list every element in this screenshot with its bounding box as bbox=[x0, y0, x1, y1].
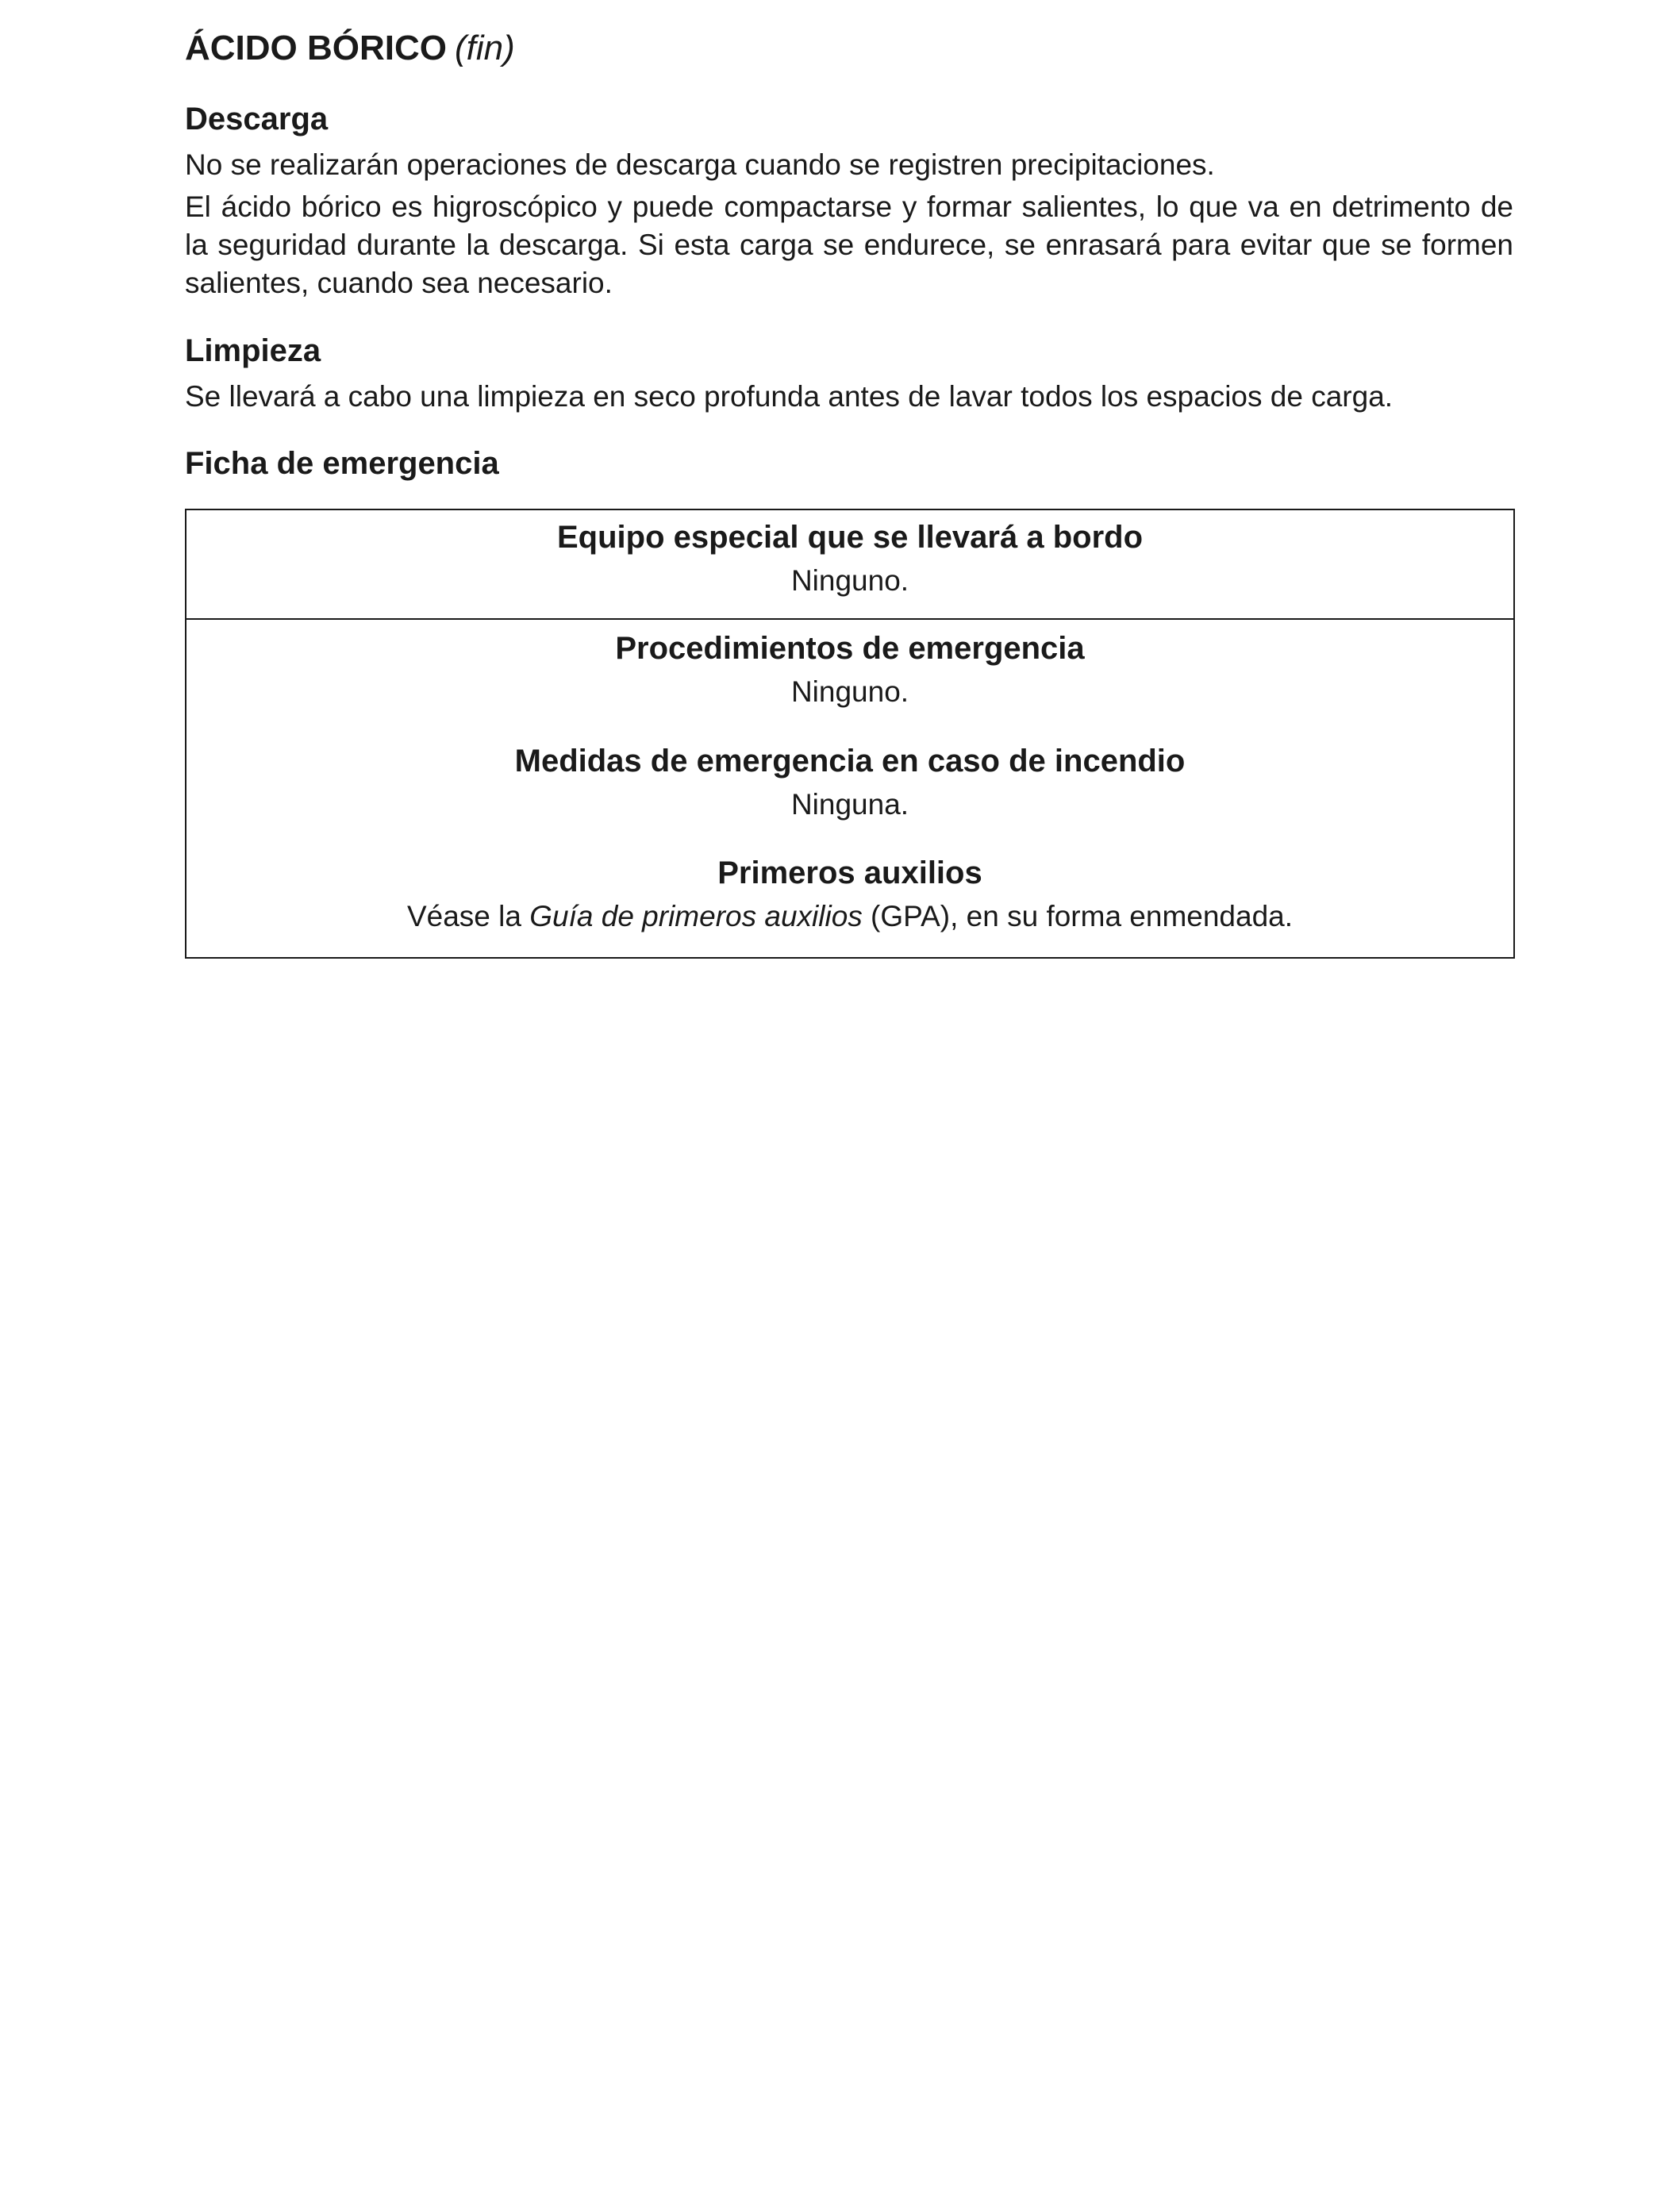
descarga-paragraph-1 bbox=[185, 146, 1513, 184]
title-text: ÁCIDO BÓRICO bbox=[185, 29, 447, 67]
section-heading-descarga: Descarga bbox=[185, 102, 329, 136]
table-row-equipo bbox=[186, 510, 1513, 620]
descarga-p2-line1: El ácido bórico es higroscópico y puede compactarse y formar salientes, lo que va en detrimento de bbox=[185, 190, 1513, 223]
auxilios-heading: Primeros auxilios bbox=[717, 855, 982, 890]
equipo-heading: Equipo especial que se llevará a bordo bbox=[556, 520, 1144, 555]
auxilios-text-post: (GPA), en su forma enmendada. bbox=[862, 900, 1294, 932]
limpieza-paragraph bbox=[185, 378, 1513, 416]
auxilios-guide-title: Guía de primeros auxilios bbox=[529, 900, 863, 932]
descarga-p2-line2: la seguridad durante la descarga. Si esta carga se endurece, se enrasará para evitar que se formen bbox=[185, 229, 1513, 261]
procedimientos-heading: Procedimientos de emergencia bbox=[615, 631, 1085, 666]
descarga-p2-line3: salientes, cuando sea necesario. bbox=[185, 267, 613, 299]
descarga-paragraph-2 bbox=[185, 188, 1513, 302]
descarga-p1-text: No se realizarán operaciones de descarga cuando se registren precipitaciones. bbox=[185, 148, 1215, 181]
section-heading-limpieza: Limpieza bbox=[185, 333, 321, 368]
incendio-text: Ninguna. bbox=[790, 788, 909, 821]
equipo-text: Ninguno. bbox=[790, 564, 909, 597]
incendio-heading: Medidas de emergencia en caso de incendio bbox=[514, 744, 1186, 779]
limpieza-p1-text: Se llevará a cabo una limpieza en seco profunda antes de lavar todos los espacios de carga. bbox=[185, 380, 1394, 413]
emergency-table bbox=[185, 509, 1515, 959]
title-suffix: (fin) bbox=[455, 29, 515, 67]
procedimientos-text: Ninguno. bbox=[790, 675, 909, 708]
section-heading-ficha: Ficha de emergencia bbox=[185, 446, 499, 481]
auxilios-text-pre: Véase la bbox=[406, 900, 530, 932]
auxilios-text bbox=[186, 900, 1513, 933]
page-title bbox=[185, 29, 515, 68]
